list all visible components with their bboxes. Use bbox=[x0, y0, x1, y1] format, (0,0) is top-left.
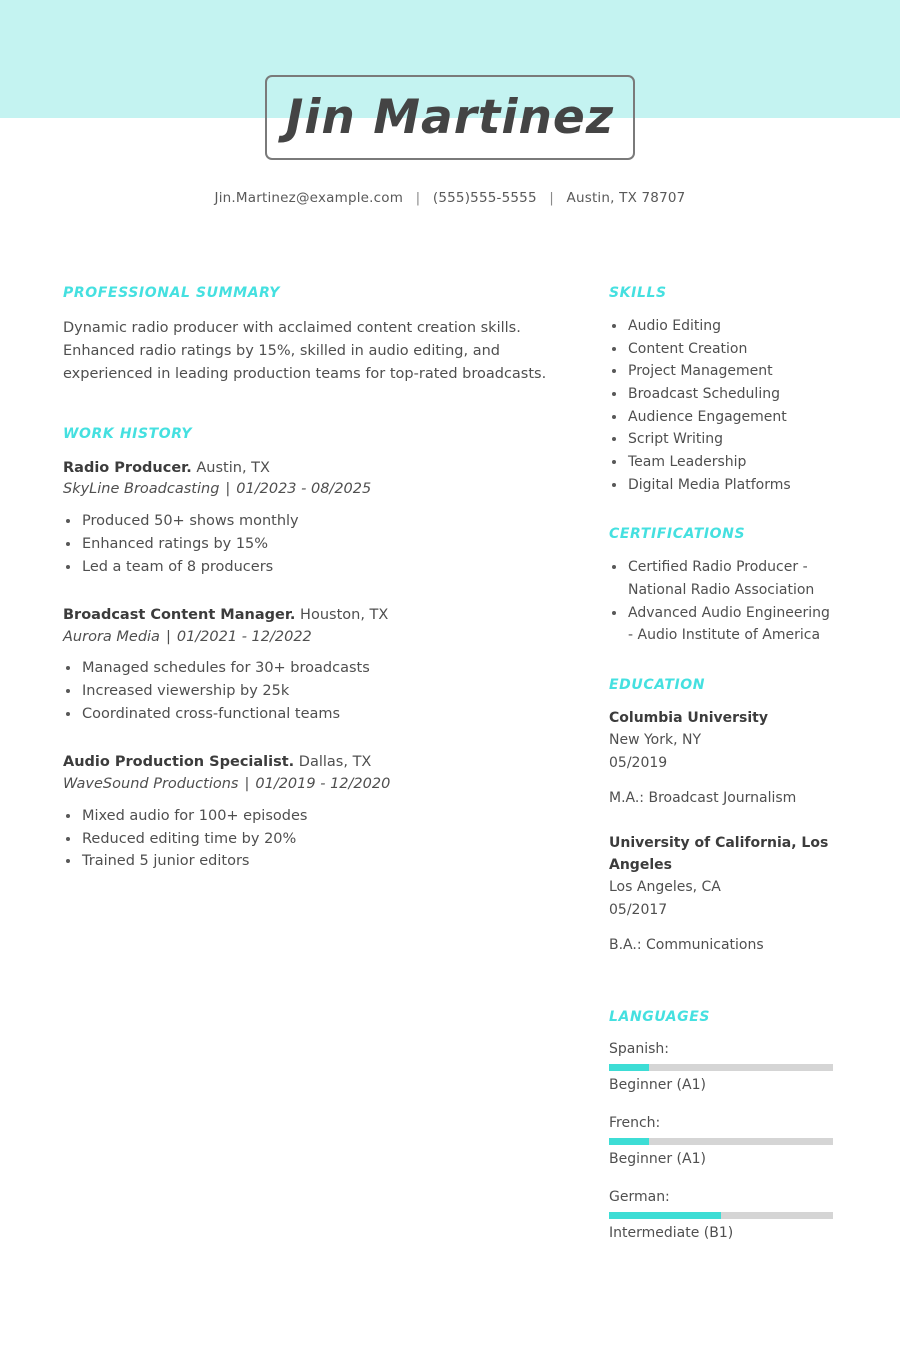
language-entry bbox=[609, 1113, 839, 1170]
job-separator: | bbox=[225, 481, 231, 498]
language-proficiency-fill bbox=[609, 1138, 649, 1145]
job-bullet-list bbox=[63, 510, 563, 579]
education-degree: B.A.: Communications bbox=[609, 937, 764, 954]
education-date: 05/2019 bbox=[609, 754, 668, 771]
language-level: Beginner (A1) bbox=[609, 1076, 706, 1093]
job-bullet: Trained 5 junior editors bbox=[63, 850, 563, 873]
job-separator: | bbox=[244, 775, 250, 792]
job-dates: 01/2019 - 12/2020 bbox=[255, 775, 391, 792]
language-proficiency-bar bbox=[609, 1212, 833, 1219]
job-bullet: Mixed audio for 100+ episodes bbox=[63, 805, 563, 828]
candidate-name: Jin Martinez bbox=[285, 90, 615, 145]
education-school: Columbia University bbox=[609, 710, 768, 727]
job-bullet: Coordinated cross-functional teams bbox=[63, 703, 563, 726]
certification-item: Certified Radio Producer - National Radio Association bbox=[609, 556, 839, 601]
language-proficiency-fill bbox=[609, 1064, 649, 1071]
contact-location: Austin, TX 78707 bbox=[566, 190, 686, 206]
skills-list bbox=[609, 315, 839, 496]
skill-item: Project Management bbox=[609, 360, 839, 383]
section-heading-work-history: WORK HISTORY bbox=[63, 425, 193, 442]
job-title-line bbox=[63, 605, 563, 627]
job-title: Radio Producer. bbox=[63, 459, 192, 476]
language-level: Beginner (A1) bbox=[609, 1150, 706, 1167]
contact-email: Jin.Martinez@example.com bbox=[214, 190, 404, 206]
section-certifications bbox=[609, 526, 839, 647]
section-education bbox=[609, 677, 839, 957]
education-school: University of California, Los Angeles bbox=[609, 834, 829, 874]
skill-item: Digital Media Platforms bbox=[609, 474, 839, 497]
contact-separator-2: | bbox=[549, 190, 555, 206]
language-entry bbox=[609, 1187, 839, 1244]
spacer bbox=[609, 979, 839, 1009]
education-list bbox=[609, 707, 839, 957]
job-bullet-list bbox=[63, 657, 563, 726]
education-degree: M.A.: Broadcast Journalism bbox=[609, 790, 797, 807]
job-title: Audio Production Specialist. bbox=[63, 754, 295, 771]
section-work-history bbox=[63, 426, 563, 874]
job-location: Houston, TX bbox=[295, 606, 389, 623]
job-dates: 01/2023 - 08/2025 bbox=[236, 481, 372, 498]
professional-summary-text: Dynamic radio producer with acclaimed content creation skills. Enhanced radio ratings by 15%, skilled in audio editing, and experienced in leading production teams for top-rated broadcasts. bbox=[63, 320, 547, 382]
job-separator: | bbox=[165, 628, 171, 645]
job-company-line bbox=[63, 774, 563, 796]
section-professional-summary bbox=[63, 285, 563, 386]
job-location: Dallas, TX bbox=[294, 754, 372, 771]
job-bullet: Managed schedules for 30+ broadcasts bbox=[63, 657, 563, 680]
job-company: WaveSound Productions bbox=[63, 775, 239, 792]
skill-item: Broadcast Scheduling bbox=[609, 383, 839, 406]
job-bullet: Enhanced ratings by 15% bbox=[63, 533, 563, 556]
section-heading-languages: LANGUAGES bbox=[609, 1008, 711, 1025]
spacer bbox=[609, 647, 839, 677]
contact-phone: (555)555-5555 bbox=[432, 190, 537, 206]
work-history-entry bbox=[63, 458, 563, 579]
skill-item: Audio Editing bbox=[609, 315, 839, 338]
education-location: New York, NY bbox=[609, 732, 702, 749]
education-entry bbox=[609, 832, 839, 957]
work-history-entry bbox=[63, 752, 563, 873]
language-proficiency-bar bbox=[609, 1064, 833, 1071]
language-name: Spanish: bbox=[609, 1040, 669, 1057]
certifications-list bbox=[609, 556, 839, 647]
section-languages bbox=[609, 1009, 839, 1244]
work-history-list bbox=[63, 458, 563, 874]
left-column bbox=[63, 285, 563, 873]
education-date: 05/2017 bbox=[609, 901, 668, 918]
language-proficiency-fill bbox=[609, 1212, 721, 1219]
job-company-line bbox=[63, 627, 563, 649]
language-name: French: bbox=[609, 1114, 661, 1131]
right-column bbox=[609, 285, 839, 1261]
certification-item: Advanced Audio Engineering - Audio Institute of America bbox=[609, 602, 839, 647]
language-entry bbox=[609, 1039, 839, 1096]
section-heading-skills: SKILLS bbox=[609, 285, 667, 301]
skill-item: Script Writing bbox=[609, 428, 839, 451]
section-heading-certifications: CERTIFICATIONS bbox=[609, 526, 746, 543]
education-location: Los Angeles, CA bbox=[609, 879, 721, 896]
section-skills bbox=[609, 285, 839, 496]
spacer bbox=[63, 386, 563, 426]
job-bullet: Reduced editing time by 20% bbox=[63, 828, 563, 851]
job-dates: 01/2021 - 12/2022 bbox=[176, 628, 312, 645]
section-heading-professional-summary: PROFESSIONAL SUMMARY bbox=[63, 285, 280, 301]
job-title-line bbox=[63, 458, 563, 480]
job-bullet: Led a team of 8 producers bbox=[63, 556, 563, 579]
contact-line bbox=[0, 190, 900, 206]
job-bullet-list bbox=[63, 805, 563, 874]
job-title-line bbox=[63, 752, 563, 774]
job-company-line bbox=[63, 479, 563, 501]
spacer bbox=[609, 496, 839, 526]
job-company: Aurora Media bbox=[63, 628, 160, 645]
language-name: German: bbox=[609, 1188, 670, 1205]
job-company: SkyLine Broadcasting bbox=[63, 481, 220, 498]
job-title: Broadcast Content Manager. bbox=[63, 606, 296, 623]
job-location: Austin, TX bbox=[191, 459, 270, 476]
job-bullet: Increased viewership by 25k bbox=[63, 680, 563, 703]
section-heading-education: EDUCATION bbox=[609, 677, 706, 694]
name-box bbox=[265, 75, 635, 160]
language-proficiency-bar bbox=[609, 1138, 833, 1145]
skill-item: Team Leadership bbox=[609, 451, 839, 474]
skill-item: Audience Engagement bbox=[609, 406, 839, 429]
languages-list bbox=[609, 1039, 839, 1244]
job-bullet: Produced 50+ shows monthly bbox=[63, 510, 563, 533]
education-entry bbox=[609, 707, 839, 810]
contact-separator-1: | bbox=[415, 190, 421, 206]
work-history-entry bbox=[63, 605, 563, 726]
language-level: Intermediate (B1) bbox=[609, 1224, 734, 1241]
skill-item: Content Creation bbox=[609, 338, 839, 361]
